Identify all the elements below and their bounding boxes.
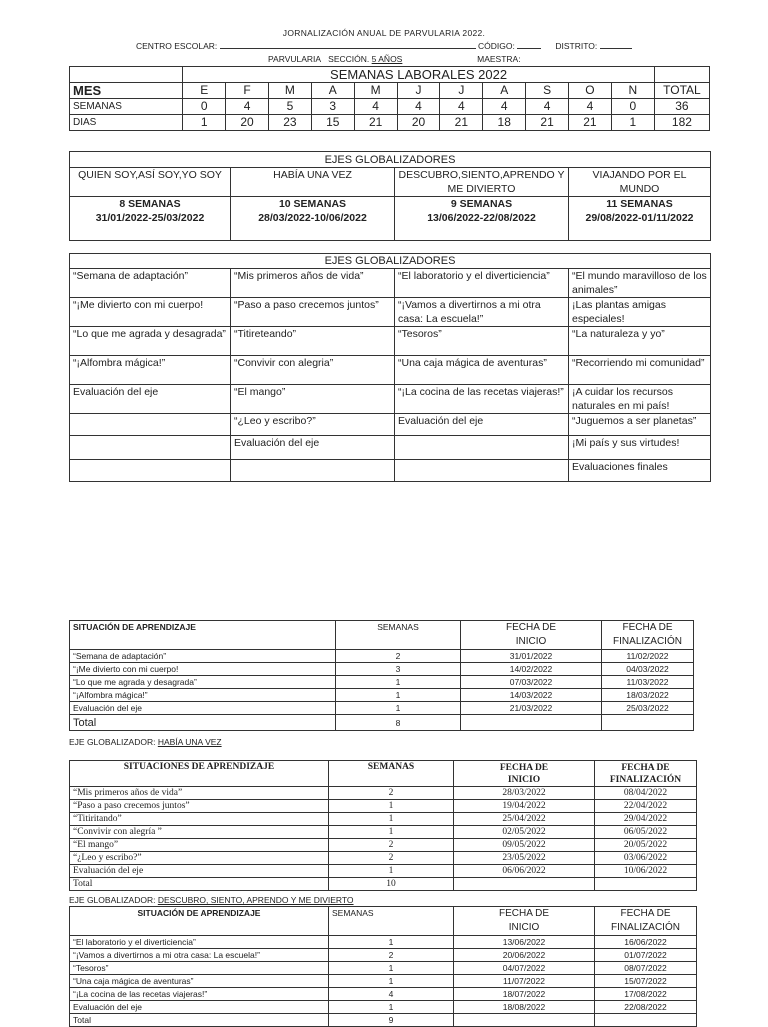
- situacion-name: “¿Leo y escribo?”: [70, 852, 329, 865]
- col-header: FECHA DE INICIO: [454, 907, 595, 936]
- situacion-name: “Una caja mágica de aventuras”: [70, 975, 329, 988]
- total-header: TOTAL: [654, 83, 709, 99]
- col-header: SITUACIÓN DE APRENDIZAJE: [70, 621, 336, 650]
- situacion-name: “Mis primeros años de vida”: [70, 787, 329, 800]
- semanas-value: 2: [336, 650, 461, 663]
- semanas-value: 2: [329, 839, 454, 852]
- col-header: SEMANAS: [329, 761, 454, 787]
- situacion-cell: “Una caja mágica de aventuras”: [395, 356, 569, 385]
- situacion-cell: Evaluación del eje: [395, 414, 569, 436]
- fecha-fin: 06/05/2022: [595, 826, 697, 839]
- situacion-name: “El mango”: [70, 839, 329, 852]
- dias-cell: 21: [526, 115, 569, 131]
- eje-range: 29/08/2022-01/11/2022: [585, 212, 694, 224]
- situacion-cell: Evaluaciones finales: [569, 460, 711, 482]
- ejes-table: [69, 151, 711, 241]
- semanas-value: 2: [329, 949, 454, 962]
- fecha-inicio: 14/02/2022: [461, 663, 602, 676]
- eje-name: DESCUBRO,SIENTO,APRENDO Y ME DIVIERTO: [395, 168, 569, 197]
- situacion-cell: ¡Mi país y sus virtudes!: [569, 436, 711, 460]
- situaciones-table: [69, 253, 711, 482]
- semanas-value: 1: [329, 800, 454, 813]
- situacion-name: “¡Me divierto con mi cuerpo!: [70, 663, 336, 676]
- col-header: SITUACIÓN DE APRENDIZAJE: [70, 907, 329, 936]
- semanas-cell: 4: [354, 99, 397, 115]
- semanas-label: SEMANAS: [70, 99, 183, 115]
- month-cell: A: [483, 83, 526, 99]
- detail-table-descubro: [69, 906, 697, 1027]
- fecha-inicio: 18/08/2022: [454, 1001, 595, 1014]
- seccion-value: 5 AÑOS: [371, 54, 403, 64]
- fecha-fin: 29/04/2022: [595, 813, 697, 826]
- blank-cell: [454, 878, 595, 891]
- fecha-fin: 10/06/2022: [595, 865, 697, 878]
- total-value: 10: [329, 878, 454, 891]
- total-label: Total: [70, 878, 329, 891]
- dias-cell: 15: [311, 115, 354, 131]
- fecha-inicio: 13/06/2022: [454, 936, 595, 949]
- situacion-cell: [70, 460, 231, 482]
- month-cell: E: [183, 83, 226, 99]
- situacion-cell: “¡Vamos a divertirnos a mi otra casa: La escuela!”: [395, 298, 569, 327]
- fecha-inicio: 14/03/2022: [461, 689, 602, 702]
- dias-cell: 21: [440, 115, 483, 131]
- seccion-label: SECCIÓN.: [328, 54, 370, 64]
- fecha-inicio: 02/05/2022: [454, 826, 595, 839]
- situacion-cell: “Recorriendo mi comunidad”: [569, 356, 711, 385]
- situacion-cell: “¡Me divierto con mi cuerpo!: [70, 298, 231, 327]
- fecha-inicio: 19/04/2022: [454, 800, 595, 813]
- semanas-cell: 0: [183, 99, 226, 115]
- blank-cell: [654, 67, 709, 83]
- fecha-fin: 03/06/2022: [595, 852, 697, 865]
- situacion-name: “Semana de adaptación”: [70, 650, 336, 663]
- dias-cell: 1: [183, 115, 226, 131]
- semanas-title: SEMANAS LABORALES 2022: [183, 67, 655, 83]
- situacion-cell: “Titireteando”: [231, 327, 395, 356]
- eje-name: QUIEN SOY,ASÍ SOY,YO SOY: [70, 168, 231, 197]
- month-cell: N: [611, 83, 654, 99]
- situacion-cell: “Juguemos a ser planetas”: [569, 414, 711, 436]
- centro-escolar-line: [136, 41, 632, 51]
- semanas-cell: 4: [569, 99, 612, 115]
- situacion-cell: “Convivir con alegria”: [231, 356, 395, 385]
- fecha-fin: 18/03/2022: [602, 689, 694, 702]
- situacion-cell: [70, 436, 231, 460]
- fecha-fin: 22/08/2022: [595, 1001, 697, 1014]
- month-cell: J: [397, 83, 440, 99]
- col-header: SEMANAS: [329, 907, 454, 936]
- semanas-cell: 4: [526, 99, 569, 115]
- total-label: Total: [70, 715, 336, 731]
- semanas-value: 1: [329, 813, 454, 826]
- semanas-value: 1: [329, 1001, 454, 1014]
- semanas-cell: 4: [483, 99, 526, 115]
- situacion-cell: “Semana de adaptación”: [70, 269, 231, 298]
- col-header: FECHA DE FINALIZACIÓN: [595, 761, 697, 787]
- month-cell: O: [569, 83, 612, 99]
- situacion-name: “Lo que me agrada y desagrada”: [70, 676, 336, 689]
- fecha-fin: 11/03/2022: [602, 676, 694, 689]
- semanas-value: 4: [329, 988, 454, 1001]
- centro-blank[interactable]: [220, 48, 476, 49]
- situacion-cell: [70, 414, 231, 436]
- fecha-fin: 01/07/2022: [595, 949, 697, 962]
- semanas-value: 2: [329, 852, 454, 865]
- month-cell: M: [354, 83, 397, 99]
- semanas-cell: 5: [268, 99, 311, 115]
- eje-weeks: 11 SEMANAS: [606, 198, 673, 210]
- situacion-cell: Evaluación del eje: [231, 436, 395, 460]
- situacion-cell: “Mis primeros años de vida”: [231, 269, 395, 298]
- codigo-label: CÓDIGO:: [478, 41, 515, 51]
- situacion-cell: “¡Alfombra mágica!”: [70, 356, 231, 385]
- fecha-fin: 11/02/2022: [602, 650, 694, 663]
- dias-cell: 20: [397, 115, 440, 131]
- situacion-name: “¡Vamos a divertirnos a mi otra casa: La escuela!”: [70, 949, 329, 962]
- semanas-cell: 4: [440, 99, 483, 115]
- dias-total: 182: [654, 115, 709, 131]
- situacion-cell: “Paso a paso crecemos juntos”: [231, 298, 395, 327]
- semanas-value: 1: [329, 826, 454, 839]
- dias-cell: 23: [268, 115, 311, 131]
- situacion-name: Evaluación del eje: [70, 702, 336, 715]
- situacion-cell: “Lo que me agrada y desagrada”: [70, 327, 231, 356]
- maestra-label: MAESTRA:: [477, 54, 521, 64]
- semanas-cell: 4: [397, 99, 440, 115]
- situacion-cell: ¡Las plantas amigas especiales!: [569, 298, 711, 327]
- semanas-total: 36: [654, 99, 709, 115]
- month-cell: J: [440, 83, 483, 99]
- semanas-value: 1: [329, 962, 454, 975]
- eje-label-line: [69, 895, 354, 905]
- situacion-cell: “El mango”: [231, 385, 395, 414]
- semanas-value: 1: [336, 702, 461, 715]
- fecha-fin: 20/05/2022: [595, 839, 697, 852]
- document-title: JORNALIZACIÓN ANUAL DE PARVULARIA 2022.: [282, 28, 486, 38]
- situacion-cell: [395, 436, 569, 460]
- fecha-inicio: 18/07/2022: [454, 988, 595, 1001]
- eje-name: DESCUBRO, SIENTO, APRENDO Y ME DIVIERTO: [157, 895, 354, 905]
- fecha-fin: 08/04/2022: [595, 787, 697, 800]
- eje-range: 31/01/2022-25/03/2022: [95, 212, 205, 224]
- dias-cell: 20: [226, 115, 269, 131]
- col-header: FECHA DE FINALIZACIÓN: [602, 621, 694, 650]
- situacion-cell: ¡A cuidar los recursos naturales en mi país!: [569, 385, 711, 414]
- centro-label: CENTRO ESCOLAR:: [136, 41, 218, 51]
- eje-name: VIAJANDO POR EL MUNDO: [569, 168, 711, 197]
- fecha-fin: 08/07/2022: [595, 962, 697, 975]
- month-cell: M: [268, 83, 311, 99]
- fecha-inicio: 07/03/2022: [461, 676, 602, 689]
- distrito-blank[interactable]: [600, 48, 632, 49]
- eje-range: 13/06/2022-22/08/2022: [427, 212, 536, 224]
- month-cell: S: [526, 83, 569, 99]
- fecha-fin: 22/04/2022: [595, 800, 697, 813]
- semanas-value: 1: [336, 689, 461, 702]
- col-header: FECHA DE INICIO: [454, 761, 595, 787]
- col-header: FECHA DE INICIO: [461, 621, 602, 650]
- fecha-inicio: 11/07/2022: [454, 975, 595, 988]
- eje-weeks: 9 SEMANAS: [450, 198, 513, 210]
- semanas-value: 1: [329, 865, 454, 878]
- dias-cell: 1: [611, 115, 654, 131]
- col-header: SEMANAS: [336, 621, 461, 650]
- col-header: FECHA DE FINALIZACIÓN: [595, 907, 697, 936]
- dias-cell: 21: [569, 115, 612, 131]
- situacion-cell: [395, 460, 569, 482]
- situacion-cell: “El laboratorio y el diverticiencia”: [395, 269, 569, 298]
- situacion-cell: “¿Leo y escribo?”: [231, 414, 395, 436]
- eje-name: HABÍA UNA VEZ: [231, 168, 395, 197]
- semanas-cell: 3: [311, 99, 354, 115]
- codigo-blank[interactable]: [517, 48, 541, 49]
- semanas-value: 1: [336, 676, 461, 689]
- fecha-inicio: 31/01/2022: [461, 650, 602, 663]
- parvularia-label: PARVULARIA: [268, 54, 322, 64]
- semanas-value: 1: [329, 936, 454, 949]
- eje-range: 28/03/2022-10/06/2022: [258, 212, 367, 224]
- blank-cell: [595, 878, 697, 891]
- fecha-inicio: 06/06/2022: [454, 865, 595, 878]
- situacion-name: Evaluación del eje: [70, 1001, 329, 1014]
- detail-table-quien-soy: [69, 620, 694, 731]
- dias-cell: 18: [483, 115, 526, 131]
- blank-cell: [70, 67, 183, 83]
- situacion-name: “¡Alfombra mágica!”: [70, 689, 336, 702]
- total-value: 8: [336, 715, 461, 731]
- mes-label: MES: [70, 83, 183, 99]
- fecha-inicio: 20/06/2022: [454, 949, 595, 962]
- eje-label: EJE GLOBALIZADOR:: [69, 737, 156, 747]
- fecha-inicio: 23/05/2022: [454, 852, 595, 865]
- fecha-fin: 17/08/2022: [595, 988, 697, 1001]
- eje-weeks: 8 SEMANAS: [119, 198, 181, 210]
- distrito-label: DISTRITO:: [555, 41, 598, 51]
- fecha-inicio: 25/04/2022: [454, 813, 595, 826]
- semanas-laborales-table: [69, 66, 710, 131]
- blank-cell: [602, 715, 694, 731]
- blank-cell: [461, 715, 602, 731]
- eje-name: HABÍA UNA VEZ: [157, 737, 222, 747]
- eje-weeks: 10 SEMANAS: [278, 198, 347, 210]
- fecha-inicio: 21/03/2022: [461, 702, 602, 715]
- ejes-title: EJES GLOBALIZADORES: [70, 152, 711, 168]
- situacion-name: Evaluación del eje: [70, 865, 329, 878]
- eje-label-line: [69, 737, 222, 747]
- fecha-fin: 16/06/2022: [595, 936, 697, 949]
- situacion-cell: “La naturaleza y yo”: [569, 327, 711, 356]
- seccion-line: [268, 54, 521, 64]
- blank-cell: [595, 1014, 697, 1027]
- semanas-value: 3: [336, 663, 461, 676]
- situacion-cell: “Tesoros”: [395, 327, 569, 356]
- fecha-fin: 04/03/2022: [602, 663, 694, 676]
- semanas-value: 2: [329, 787, 454, 800]
- month-cell: A: [311, 83, 354, 99]
- fecha-fin: 25/03/2022: [602, 702, 694, 715]
- total-label: Total: [70, 1014, 329, 1027]
- detail-table-habia-una-vez: [69, 760, 697, 891]
- semanas-value: 1: [329, 975, 454, 988]
- fecha-inicio: 09/05/2022: [454, 839, 595, 852]
- month-cell: F: [226, 83, 269, 99]
- situacion-name: “Convivir con alegría ”: [70, 826, 329, 839]
- eje-label: EJE GLOBALIZADOR:: [69, 895, 156, 905]
- situacion-name: “¡La cocina de las recetas viajeras!”: [70, 988, 329, 1001]
- situacion-cell: “¡La cocina de las recetas viajeras!”: [395, 385, 569, 414]
- situaciones-title: EJES GLOBALIZADORES: [70, 254, 711, 269]
- situacion-cell: “El mundo maravilloso de los animales”: [569, 269, 711, 298]
- dias-cell: 21: [354, 115, 397, 131]
- semanas-cell: 0: [611, 99, 654, 115]
- situacion-name: “Titiritando”: [70, 813, 329, 826]
- dias-label: DIAS: [70, 115, 183, 131]
- semanas-cell: 4: [226, 99, 269, 115]
- total-value: 9: [329, 1014, 454, 1027]
- fecha-inicio: 28/03/2022: [454, 787, 595, 800]
- fecha-fin: 15/07/2022: [595, 975, 697, 988]
- situacion-cell: [231, 460, 395, 482]
- col-header: SITUACIONES DE APRENDIZAJE: [70, 761, 329, 787]
- blank-cell: [454, 1014, 595, 1027]
- situacion-name: “Paso a paso crecemos juntos”: [70, 800, 329, 813]
- situacion-name: “El laboratorio y el diverticiencia”: [70, 936, 329, 949]
- fecha-inicio: 04/07/2022: [454, 962, 595, 975]
- situacion-name: “Tesoros”: [70, 962, 329, 975]
- situacion-cell: Evaluación del eje: [70, 385, 231, 414]
